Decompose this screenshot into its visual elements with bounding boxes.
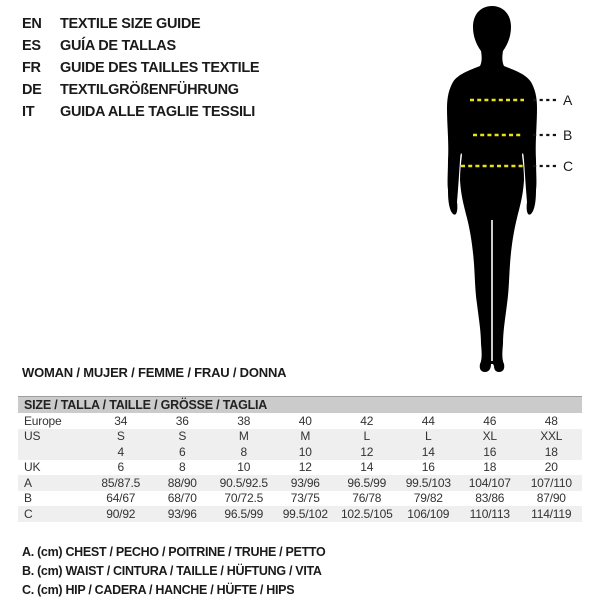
size-cell: 10 (237, 460, 251, 475)
row-label: Europe (24, 413, 62, 428)
size-cell: 10 (298, 444, 312, 459)
language-code: ES (22, 38, 41, 54)
language-code: EN (22, 16, 42, 32)
section-title: WOMAN / MUJER / FEMME / FRAU / DONNA (22, 365, 287, 380)
size-cell: 42 (360, 413, 374, 428)
language-row (22, 35, 259, 57)
size-cell: 90.5/92.5 (219, 475, 268, 490)
table-row (18, 444, 582, 460)
language-row (22, 57, 259, 79)
size-cell: 36 (175, 413, 189, 428)
size-cell: 68/70 (167, 491, 197, 506)
size-cell: 88/90 (167, 475, 197, 490)
size-cell: 96.5/99 (224, 506, 264, 521)
measurement-note: C. (cm) HIP / CADERA / HANCHE / HÜFTE / HIPS (22, 583, 295, 597)
size-cell: 99.5/103 (405, 475, 451, 490)
size-cell: 96.5/99 (347, 475, 387, 490)
size-cell: 73/75 (290, 491, 320, 506)
language-code: FR (22, 60, 41, 76)
size-cell: 40 (298, 413, 312, 428)
language-row (22, 13, 259, 35)
size-cell: 46 (483, 413, 497, 428)
marker-label-b: B (563, 127, 573, 143)
size-cell: 20 (544, 460, 558, 475)
size-table-rows (18, 413, 582, 522)
language-title: TEXTILGRÖßENFÜHRUNG (60, 82, 239, 98)
size-cell: 44 (421, 413, 435, 428)
size-figure (430, 4, 580, 376)
size-cell: 99.5/102 (282, 506, 328, 521)
size-cell: 93/96 (290, 475, 320, 490)
size-cell: XL (482, 429, 497, 444)
size-cell: 34 (114, 413, 128, 428)
measurement-notes (22, 543, 325, 600)
size-cell: 12 (360, 444, 374, 459)
size-cell: 38 (237, 413, 251, 428)
row-label: C (24, 506, 33, 521)
table-row (18, 429, 582, 445)
row-label: US (24, 429, 41, 444)
language-code: IT (22, 104, 35, 120)
size-cell: 4 (117, 444, 124, 459)
size-table-header: SIZE / TALLA / TAILLE / GRÖSSE / TAGLIA (18, 396, 582, 413)
row-label: A (24, 475, 32, 490)
size-cell: 16 (483, 444, 497, 459)
marker-label-a: A (563, 92, 573, 108)
size-cell: 6 (179, 444, 186, 459)
language-title: GUIDA ALLE TAGLIE TESSILI (60, 104, 255, 120)
size-table (18, 396, 582, 522)
table-row (18, 413, 582, 429)
language-title: GUIDE DES TAILLES TEXTILE (60, 60, 260, 76)
language-title: GUÍA DE TALLAS (60, 38, 176, 54)
size-cell: 104/107 (468, 475, 511, 490)
size-cell: 114/119 (531, 506, 572, 521)
language-title: TEXTILE SIZE GUIDE (60, 16, 201, 32)
size-cell: 76/78 (352, 491, 382, 506)
woman-figure-svg (430, 4, 580, 376)
size-cell: 110/113 (469, 506, 510, 521)
size-cell: M (300, 429, 311, 444)
size-cell: 70/72.5 (224, 491, 264, 506)
size-cell: 6 (117, 460, 124, 475)
table-row (18, 506, 582, 522)
size-cell: 106/109 (407, 506, 450, 521)
size-cell: XXL (540, 429, 563, 444)
language-row (22, 79, 259, 101)
size-cell: S (116, 429, 125, 444)
size-cell: 87/90 (536, 491, 566, 506)
row-label: B (24, 491, 32, 506)
size-cell: 18 (483, 460, 497, 475)
size-cell: 83/86 (475, 491, 505, 506)
size-cell: L (425, 429, 432, 444)
size-cell: 93/96 (167, 506, 197, 521)
size-cell: 107/110 (530, 475, 572, 490)
size-cell: 14 (360, 460, 374, 475)
measurement-note: A. (cm) CHEST / PECHO / POITRINE / TRUHE / PETTO (22, 545, 326, 559)
size-cell: 102.5/105 (340, 506, 393, 521)
size-cell: L (363, 429, 370, 444)
marker-label-c: C (563, 158, 574, 174)
language-list (22, 13, 259, 123)
size-cell: 90/92 (106, 506, 136, 521)
language-code: DE (22, 82, 42, 98)
size-cell: 8 (240, 444, 247, 459)
row-label: UK (24, 460, 41, 475)
table-row (18, 491, 582, 507)
size-cell: 16 (421, 460, 435, 475)
size-cell: 12 (298, 460, 312, 475)
language-row (22, 101, 259, 123)
size-cell: 64/67 (106, 491, 136, 506)
size-cell: 79/82 (413, 491, 443, 506)
table-row (18, 460, 582, 476)
size-cell: S (178, 429, 187, 444)
size-cell: M (238, 429, 249, 444)
size-cell: 8 (179, 460, 186, 475)
table-row (18, 475, 582, 491)
size-cell: 14 (421, 444, 435, 459)
size-cell: 18 (544, 444, 558, 459)
size-cell: 85/87.5 (101, 475, 141, 490)
size-cell: 48 (544, 413, 558, 428)
measurement-note: B. (cm) WAIST / CINTURA / TAILLE / HÜFTUNG / VITA (22, 564, 322, 578)
